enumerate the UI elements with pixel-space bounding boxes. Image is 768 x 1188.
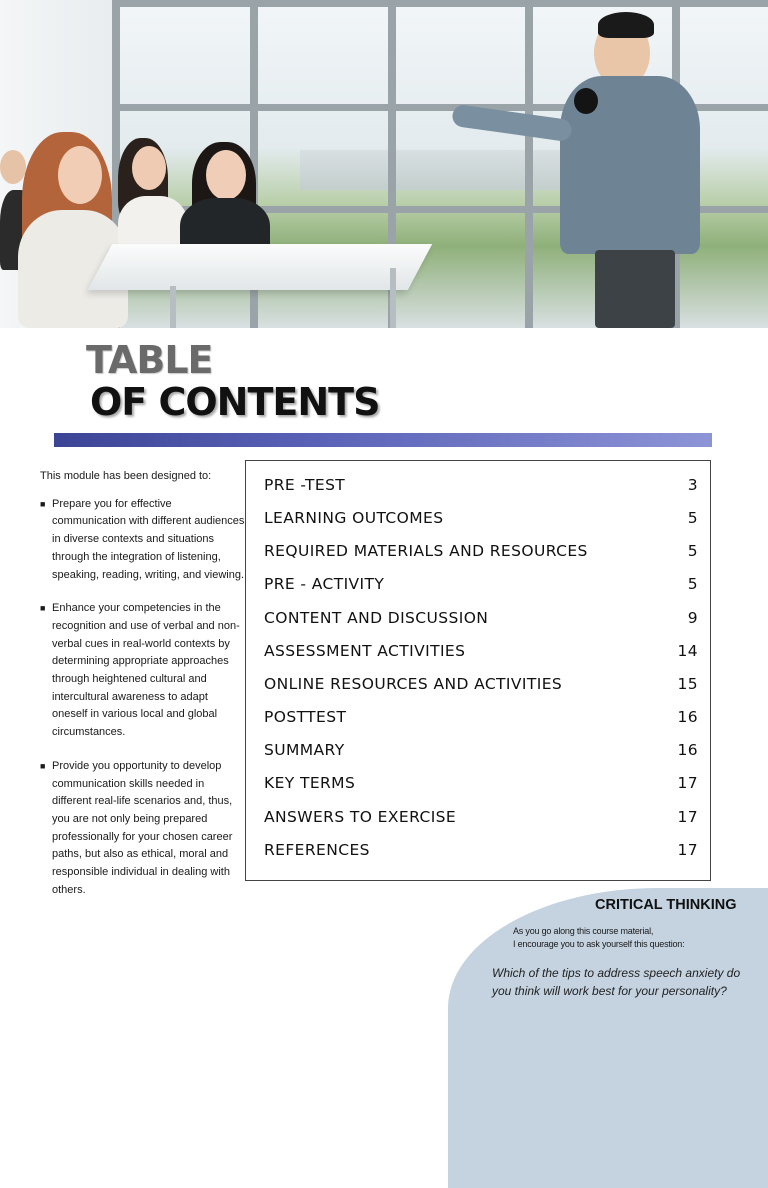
toc-entry-label: PRE - ACTIVITY — [264, 575, 385, 593]
audience-member — [58, 146, 102, 204]
toc-entry[interactable] — [264, 473, 698, 497]
critical-thinking-line: As you go along this course material, — [513, 926, 654, 936]
toc-entry[interactable] — [264, 672, 698, 696]
bullet-icon: ■ — [40, 498, 46, 509]
toc-entry-label: CONTENT AND DISCUSSION — [264, 609, 489, 627]
toc-entry[interactable] — [264, 539, 698, 563]
toc-entry-page: 9 — [687, 609, 698, 627]
critical-thinking-title: CRITICAL THINKING — [595, 897, 737, 913]
toc-entry-label: ANSWERS TO EXERCISE — [264, 808, 457, 826]
page-title: OF CONTENTS — [90, 380, 380, 424]
toc-entry-page: 15 — [677, 675, 698, 693]
objective-item — [40, 496, 245, 585]
toc-entry-page: 5 — [687, 575, 698, 593]
toc-entry-page: 16 — [677, 741, 698, 759]
hero-photo — [0, 0, 768, 328]
toc-entry-page: 17 — [677, 841, 698, 859]
conference-table — [170, 286, 176, 328]
critical-thinking-line: I encourage you to ask yourself this question: — [513, 939, 685, 949]
toc-entry-page: 16 — [677, 708, 698, 726]
objective-item — [40, 758, 245, 900]
toc-entry[interactable] — [264, 705, 698, 729]
toc-entry-label: REQUIRED MATERIALS AND RESOURCES — [264, 542, 588, 560]
toc-entry-label: POSTTEST — [264, 708, 347, 726]
toc-entry-label: PRE -TEST — [264, 476, 346, 494]
toc-entry-label: LEARNING OUTCOMES — [264, 509, 444, 527]
speaker — [595, 250, 675, 328]
toc-entry[interactable] — [264, 771, 698, 795]
toc-entry[interactable] — [264, 572, 698, 596]
critical-thinking-question: Which of the tips to address speech anxiety do you think will work best for your personality? — [492, 966, 741, 998]
conference-table — [88, 244, 432, 290]
toc-entry-label: ASSESSMENT ACTIVITIES — [264, 642, 466, 660]
toc-entry[interactable] — [264, 506, 698, 530]
objective-item — [40, 600, 245, 742]
microphone — [574, 88, 598, 114]
toc-entry-label: KEY TERMS — [264, 774, 356, 792]
toc-entry-page: 5 — [687, 509, 698, 527]
page-title: TABLE — [86, 338, 213, 382]
audience-member — [132, 146, 166, 190]
objectives-intro: This module has been designed to: — [40, 470, 212, 482]
toc-box — [245, 460, 711, 881]
speaker — [598, 12, 654, 38]
conference-table — [390, 268, 396, 328]
audience-member — [0, 150, 26, 184]
toc-entry-page: 14 — [677, 642, 698, 660]
bullet-icon: ■ — [40, 603, 46, 614]
toc-entry-page: 5 — [687, 542, 698, 560]
toc-entry-page: 17 — [677, 774, 698, 792]
window-frame — [525, 0, 533, 328]
title-underline-bar — [54, 433, 712, 447]
objective-text: Provide you opportunity to develop communication skills needed in different real-life scenarios and, thus, you are not only being prepared professionally for your chosen career paths, but also as ethical, moral and responsible individual in dealing with others. — [52, 759, 233, 896]
objectives-column — [40, 468, 245, 915]
toc-entry-page: 3 — [687, 476, 698, 494]
toc-entry[interactable] — [264, 606, 698, 630]
toc-entry[interactable] — [264, 805, 698, 829]
toc-entry-page: 17 — [677, 808, 698, 826]
window-frame — [112, 0, 768, 7]
toc-entry-label: REFERENCES — [264, 841, 370, 859]
objective-text: Prepare you for effective communication with different audiences in diverse contexts and situations through the integration of listening, speaking, reading, writing, and viewing. — [52, 497, 245, 581]
toc-entry-label: ONLINE RESOURCES AND ACTIVITIES — [264, 675, 563, 693]
audience-member — [206, 150, 246, 200]
toc-entry[interactable] — [264, 738, 698, 762]
toc-entry-label: SUMMARY — [264, 741, 345, 759]
objective-text: Enhance your competencies in the recognition and use of verbal and non-verbal cues in real-world contexts by determining appropriate approaches through heightened cultural and intercultural awareness to adapt oneself in various local and global circumstances. — [52, 602, 240, 739]
bullet-icon: ■ — [40, 760, 46, 771]
objectives-list — [40, 496, 245, 900]
toc-entry[interactable] — [264, 639, 698, 663]
toc-entry[interactable] — [264, 838, 698, 862]
